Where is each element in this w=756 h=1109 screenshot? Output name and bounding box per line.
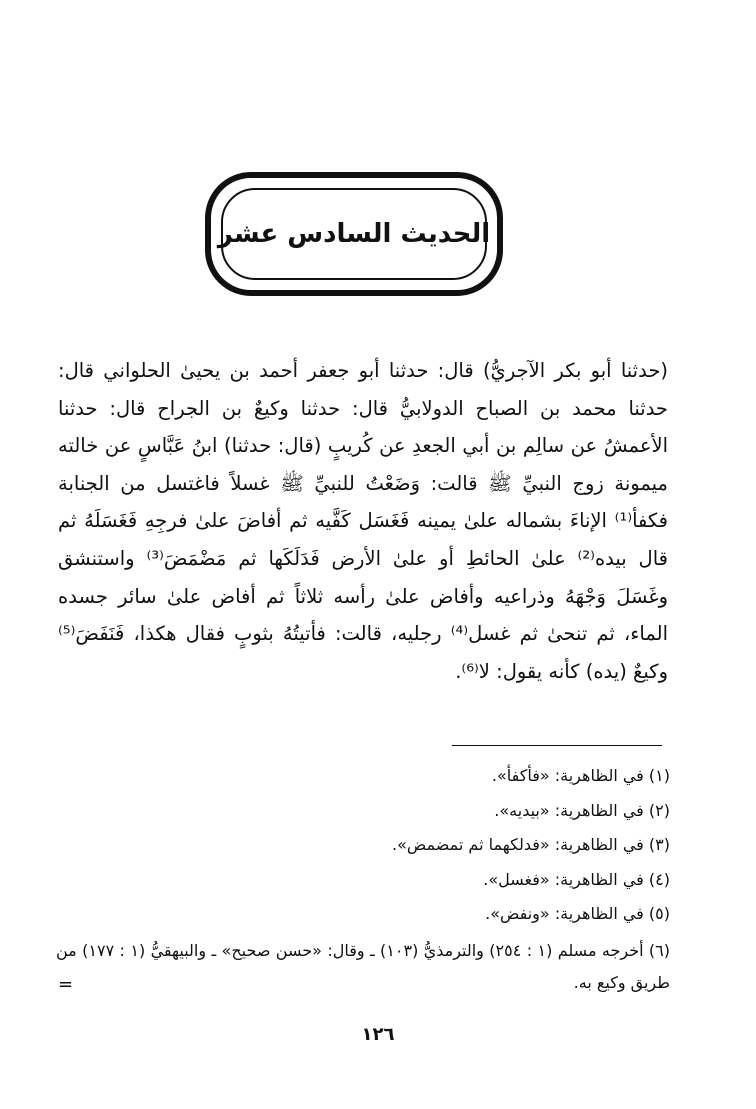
footnote-3: (٣) في الظاهرية: «فدلكهما ثم تمضمض». <box>392 835 670 854</box>
title-frame <box>205 172 503 296</box>
footnote-5: (٥) في الظاهرية: «ونفض». <box>485 904 670 923</box>
footnote-divider <box>452 745 662 746</box>
page-number: ١٢٦ <box>361 1024 395 1045</box>
continuation-mark: = <box>58 974 74 995</box>
chapter-title: الحديث السادس عشر <box>217 219 491 249</box>
footnote-1: (١) في الظاهرية: «فأكفأ». <box>491 766 670 785</box>
footnote-4: (٤) في الظاهرية: «فغسل». <box>483 869 670 889</box>
footnotes-list <box>56 759 670 999</box>
footnote-6: (٦) أخرجه مسلم (١ : ٢٥٤) والترمذيُّ (١٠٣) ـ وقال: «حسن صحيح» ـ والبيهقيُّ (١ : ١٧٧) من طريق وكيع به. <box>56 940 671 992</box>
footnote-2: (٢) في الظاهرية: «بيديه». <box>494 800 670 820</box>
title-frame-inner <box>217 188 491 280</box>
hadith-text: (حدثنا أبو بكر الآجريُّ) قال: حدثنا أبو جعفر أحمد بن يحيىٰ الحلواني قال: حدثنا محمد بن الصباح الدولابيُّ قال: حدثنا وكيعٌ بن الجراح قال: حدثنا الأعمشُ عن سالِم بن أبي الجعدِ عن كُريبٍ (قال: حدثنا) ابنُ عَبَّاسٍ عن خالته ميمونة زوج النبيِّ ﷺ قالت: وَضَعْتُ للنبيِّ ﷺ غسلاً فاغتسل من الجنابة فكفأ⁽¹⁾ الإناءَ بشماله علىٰ يمينه فَغَسَل كَفَّيه ثم أفاضَ علىٰ فرجِهِ فَغَسَلَهُ ثم قال بيده⁽²⁾ علىٰ الحائطِ أو علىٰ الأرض فَدَلَكَها ثم مَضْمَضَ⁽³⁾ واستنشق وغَسَلَ وَجْهَهُ وذراعيه وأفاض علىٰ رأسه ثلاثاً ثم أفاض علىٰ سائر جسده الماء، ثم تنحىٰ ثم غسل⁽⁴⁾ رجليه، قالت: فأتيتُهُ بثوبٍ فقال هكذا، فَنَفَضَ⁽⁵⁾ وكيعٌ (يده) كأنه يقول: لا⁽⁶⁾. <box>58 359 668 683</box>
